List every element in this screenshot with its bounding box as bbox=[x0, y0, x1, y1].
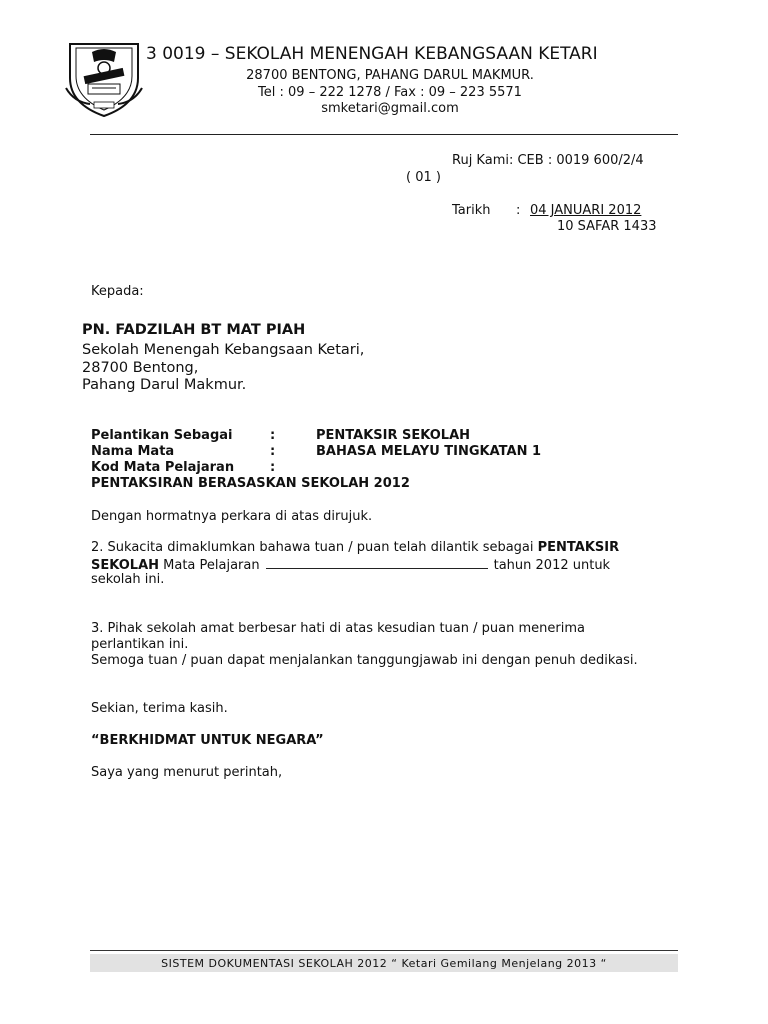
paragraph-2-bold: PENTAKSIR bbox=[537, 540, 620, 555]
recipient-address-line2: 28700 Bentong, bbox=[82, 360, 199, 376]
subject-separator: : bbox=[270, 460, 276, 475]
school-title: 3 0019 – SEKOLAH MENENGAH KEBANGSAAN KETARI bbox=[146, 44, 598, 64]
subject-value-appointment: PENTAKSIR SEKOLAH bbox=[316, 428, 471, 443]
paragraph-2-text: Mata Pelajaran bbox=[159, 558, 260, 573]
date-separator: : bbox=[516, 203, 521, 218]
paragraph-2-line1 bbox=[91, 540, 619, 555]
subject-value-subject: BAHASA MELAYU TINGKATAN 1 bbox=[316, 444, 542, 459]
recipient-salutation: Kepada: bbox=[91, 284, 144, 299]
subject-blank-line bbox=[266, 556, 488, 569]
paragraph-2-text: tahun 2012 untuk bbox=[493, 558, 611, 573]
footer-divider bbox=[90, 950, 678, 951]
header-divider bbox=[90, 134, 678, 135]
paragraph-3-line2: perlantikan ini. bbox=[91, 637, 189, 652]
subject-heading: PENTAKSIRAN BERASASKAN SEKOLAH 2012 bbox=[91, 476, 410, 491]
footer-text: SISTEM DOKUMENTASI SEKOLAH 2012 “ Ketari Gemilang Menjelang 2013 “ bbox=[161, 957, 607, 970]
closing-text: Sekian, terima kasih. bbox=[91, 701, 228, 716]
school-crest-logo bbox=[62, 38, 146, 118]
reference-sequence: ( 01 ) bbox=[406, 170, 441, 185]
date-value: 04 JANUARI 2012 bbox=[530, 203, 642, 218]
motto: “BERKHIDMAT UNTUK NEGARA” bbox=[91, 733, 324, 748]
paragraph-3-line1: 3. Pihak sekolah amat berbesar hati di atas kesudian tuan / puan menerima bbox=[91, 621, 585, 636]
body-intro: Dengan hormatnya perkara di atas dirujuk. bbox=[91, 509, 373, 524]
school-address: 28700 BENTONG, PAHANG DARUL MAKMUR. bbox=[246, 68, 534, 83]
subject-separator: : bbox=[270, 444, 276, 459]
subject-label-subject: Nama Mata bbox=[91, 444, 175, 459]
reference-number: Ruj Kami: CEB : 0019 600/2/4 bbox=[452, 153, 644, 168]
paragraph-2-bold: SEKOLAH bbox=[91, 558, 160, 573]
date-label: Tarikh bbox=[452, 203, 491, 218]
paragraph-2-line3: sekolah ini. bbox=[91, 572, 165, 587]
hijri-date: 10 SAFAR 1433 bbox=[557, 219, 657, 234]
school-contact: Tel : 09 – 222 1278 / Fax : 09 – 223 5571 bbox=[258, 85, 522, 100]
recipient-address-line1: Sekolah Menengah Kebangsaan Ketari, bbox=[82, 342, 365, 358]
subject-separator: : bbox=[270, 428, 276, 443]
recipient-address-line3: Pahang Darul Makmur. bbox=[82, 377, 247, 393]
subject-label-appointment: Pelantikan Sebagai bbox=[91, 428, 233, 443]
paragraph-2-line2 bbox=[91, 556, 610, 573]
signature-intro: Saya yang menurut perintah, bbox=[91, 765, 283, 780]
school-email: smketari@gmail.com bbox=[321, 101, 459, 116]
recipient-name: PN. FADZILAH BT MAT PIAH bbox=[82, 322, 306, 338]
subject-label-code: Kod Mata Pelajaran bbox=[91, 460, 235, 475]
paragraph-3-line3: Semoga tuan / puan dapat menjalankan tanggungjawab ini dengan penuh dedikasi. bbox=[91, 653, 638, 668]
paragraph-2-text: 2. Sukacita dimaklumkan bahawa tuan / puan telah dilantik sebagai bbox=[91, 540, 538, 555]
